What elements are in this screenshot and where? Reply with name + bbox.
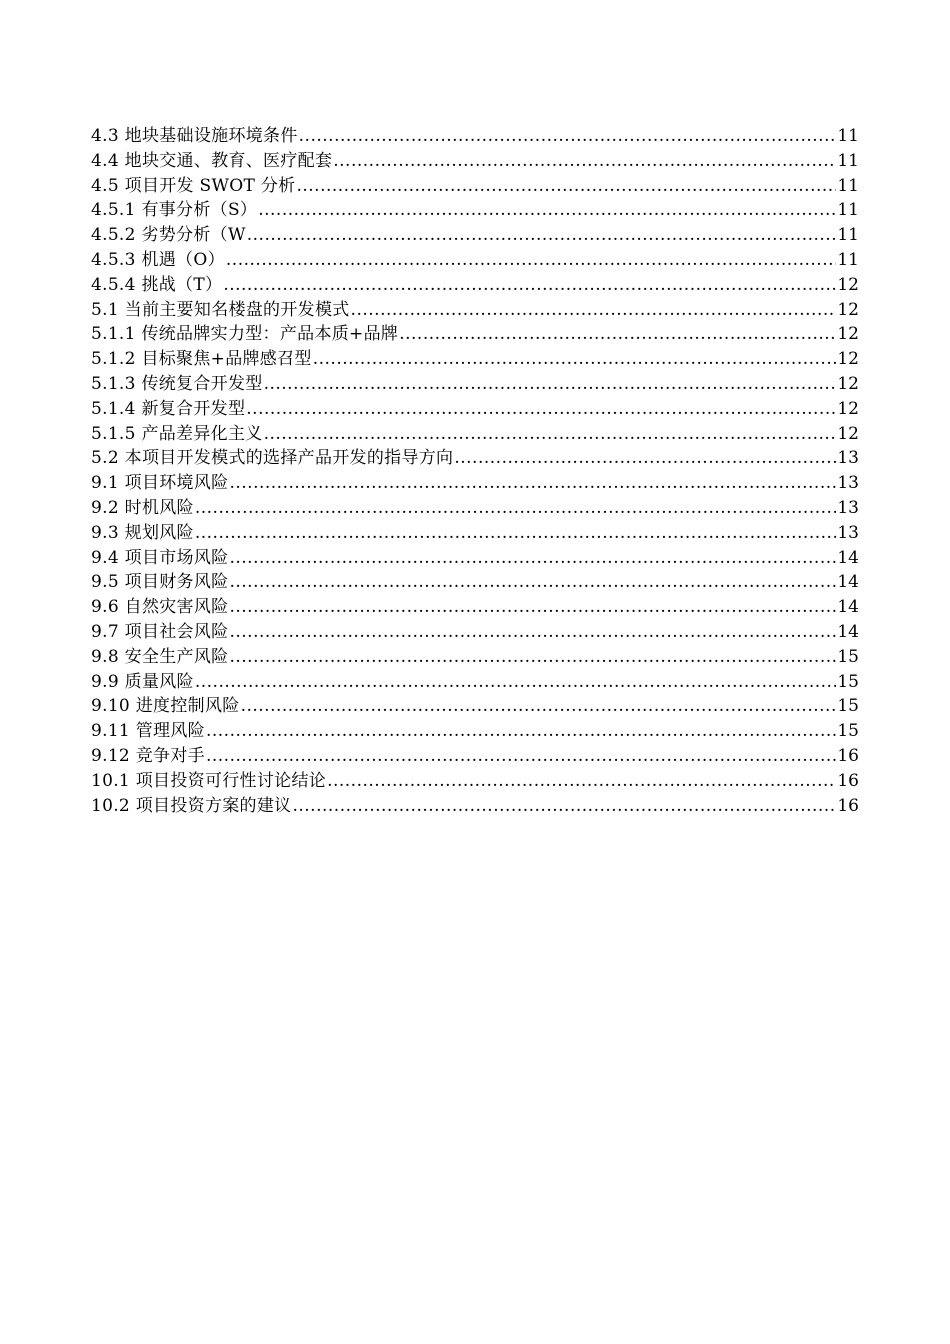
- toc-leader-dots: [299, 124, 837, 149]
- toc-entry-title: 4.4 地块交通、教育、医疗配套: [91, 150, 333, 171]
- toc-entry-title: 5.1.1 传统品牌实力型：产品本质+品牌: [91, 324, 399, 345]
- toc-entry-page: 11: [837, 175, 859, 196]
- toc-entry[interactable]: [91, 620, 859, 645]
- toc-entry[interactable]: [91, 124, 859, 149]
- toc-entry-title: 5.1.5 产品差异化主义: [91, 423, 263, 444]
- toc-entry-page: 13: [837, 473, 859, 494]
- toc-entry-title: 9.10 进度控制风险: [91, 696, 240, 717]
- toc-entry-title: 9.11 管理风险: [91, 721, 205, 742]
- toc-entry[interactable]: [91, 223, 859, 248]
- toc-entry[interactable]: [91, 670, 859, 695]
- toc-entry[interactable]: [91, 570, 859, 595]
- toc-entry[interactable]: [91, 422, 859, 447]
- toc-entry-title: 5.2 本项目开发模式的选择产品开发的指导方向: [91, 448, 454, 469]
- toc-entry-title: 9.3 规划风险: [91, 522, 194, 543]
- toc-entry[interactable]: [91, 149, 859, 174]
- toc-entry[interactable]: [91, 719, 859, 744]
- toc-entry-page: 12: [837, 274, 859, 295]
- toc-entry-page: 16: [837, 795, 859, 816]
- toc-entry-page: 13: [837, 497, 859, 518]
- toc-entry[interactable]: [91, 198, 859, 223]
- toc-entry[interactable]: [91, 471, 859, 496]
- toc-leader-dots: [292, 794, 836, 819]
- toc-leader-dots: [327, 769, 836, 794]
- toc-entry-title: 9.8 安全生产风险: [91, 646, 229, 667]
- toc-entry-page: 11: [837, 150, 859, 171]
- toc-entry-title: 4.5 项目开发 SWOT 分析: [91, 175, 296, 196]
- toc-entry-page: 13: [837, 522, 859, 543]
- toc-leader-dots: [399, 322, 836, 347]
- toc-leader-dots: [454, 446, 836, 471]
- toc-leader-dots: [333, 149, 836, 174]
- toc-entry-title: 9.5 项目财务风险: [91, 572, 229, 593]
- toc-entry-page: 11: [837, 225, 859, 246]
- toc-entry-title: 9.6 自然灾害风险: [91, 597, 229, 618]
- toc-entry-page: 13: [837, 448, 859, 469]
- toc-leader-dots: [206, 719, 836, 744]
- toc-entry-title: 9.4 项目市场风险: [91, 547, 229, 568]
- toc-leader-dots: [264, 422, 837, 447]
- toc-leader-dots: [195, 670, 837, 695]
- toc-entry-title: 5.1.2 目标聚焦+品牌感召型: [91, 349, 312, 370]
- toc-entry[interactable]: [91, 322, 859, 347]
- toc-entry-page: 16: [837, 745, 859, 766]
- toc-leader-dots: [229, 645, 836, 670]
- toc-entry-page: 15: [837, 646, 859, 667]
- toc-entry-title: 4.5.1 有事分析（S）: [91, 200, 258, 221]
- toc-leader-dots: [229, 620, 836, 645]
- toc-entry-page: 14: [837, 547, 859, 568]
- toc-entry-page: 12: [837, 349, 859, 370]
- toc-entry-page: 15: [837, 721, 859, 742]
- toc-entry[interactable]: [91, 595, 859, 620]
- toc-entry-title: 9.12 竞争对手: [91, 745, 205, 766]
- toc-leader-dots: [195, 521, 837, 546]
- toc-entry-page: 14: [837, 572, 859, 593]
- toc-entry-page: 12: [837, 398, 859, 419]
- toc-entry[interactable]: [91, 446, 859, 471]
- toc-entry-title: 5.1.3 传统复合开发型: [91, 373, 263, 394]
- toc-entry[interactable]: [91, 496, 859, 521]
- toc-entry-page: 11: [837, 200, 859, 221]
- toc-leader-dots: [264, 372, 837, 397]
- toc-entry[interactable]: [91, 645, 859, 670]
- toc-entry[interactable]: [91, 273, 859, 298]
- toc-leader-dots: [229, 570, 836, 595]
- toc-entry-page: 15: [837, 696, 859, 717]
- toc-leader-dots: [296, 174, 836, 199]
- toc-leader-dots: [223, 273, 836, 298]
- toc-entry-page: 12: [837, 373, 859, 394]
- table-of-contents: [91, 124, 859, 818]
- toc-entry-title: 4.5.2 劣势分析（W: [91, 225, 246, 246]
- toc-entry-title: 9.2 时机风险: [91, 497, 194, 518]
- toc-entry-page: 11: [837, 126, 859, 146]
- toc-entry[interactable]: [91, 744, 859, 769]
- toc-entry-title: 10.2 项目投资方案的建议: [91, 795, 292, 816]
- toc-entry[interactable]: [91, 794, 859, 819]
- toc-leader-dots: [313, 347, 837, 372]
- toc-entry-title: 4.5.3 机遇（O）: [91, 249, 225, 270]
- toc-entry-page: 16: [837, 770, 859, 791]
- toc-entry-page: 15: [837, 671, 859, 692]
- toc-leader-dots: [351, 298, 837, 323]
- toc-entry[interactable]: [91, 694, 859, 719]
- toc-leader-dots: [246, 397, 836, 422]
- toc-entry-page: 14: [837, 597, 859, 618]
- toc-leader-dots: [195, 496, 837, 521]
- toc-entry-page: 14: [837, 621, 859, 642]
- toc-entry-title: 4.5.4 挑战（T）: [91, 274, 223, 295]
- toc-entry-title: 5.1 当前主要知名楼盘的开发模式: [91, 299, 350, 320]
- toc-leader-dots: [226, 248, 836, 273]
- toc-leader-dots: [229, 546, 836, 571]
- toc-entry[interactable]: [91, 347, 859, 372]
- toc-entry[interactable]: [91, 769, 859, 794]
- toc-entry-page: 12: [837, 423, 859, 444]
- toc-entry-page: 12: [837, 299, 859, 320]
- toc-leader-dots: [241, 694, 837, 719]
- toc-entry[interactable]: [91, 546, 859, 571]
- toc-entry[interactable]: [91, 298, 859, 323]
- toc-entry-title: 10.1 项目投资可行性讨论结论: [91, 770, 327, 791]
- toc-entry[interactable]: [91, 397, 859, 422]
- toc-entry-title: 9.1 项目环境风险: [91, 473, 229, 494]
- toc-entry-title: 5.1.4 新复合开发型: [91, 398, 246, 419]
- toc-leader-dots: [247, 223, 837, 248]
- toc-leader-dots: [229, 595, 836, 620]
- toc-leader-dots: [229, 471, 836, 496]
- toc-entry-title: 9.7 项目社会风险: [91, 621, 229, 642]
- toc-entry[interactable]: [91, 521, 859, 546]
- toc-entry-title: 9.9 质量风险: [91, 671, 194, 692]
- toc-entry-page: 11: [837, 249, 859, 270]
- toc-entry[interactable]: [91, 372, 859, 397]
- toc-entry[interactable]: [91, 248, 859, 273]
- toc-entry-page: 12: [837, 324, 859, 345]
- toc-leader-dots: [206, 744, 836, 769]
- toc-entry-title: 4.3 地块基础设施环境条件: [91, 126, 298, 146]
- toc-entry[interactable]: [91, 174, 859, 199]
- toc-leader-dots: [258, 198, 836, 223]
